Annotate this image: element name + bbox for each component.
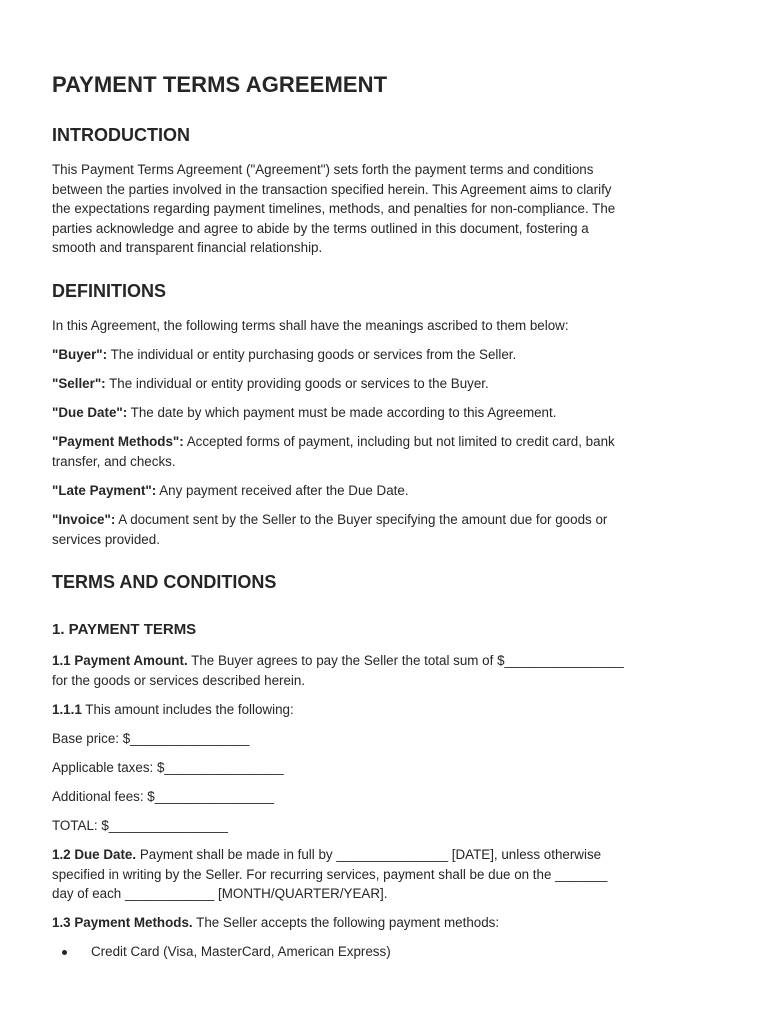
definitions-heading: DEFINITIONS (52, 281, 167, 301)
intro-line: between the parties involved in the transaction specified herein. This Agreement aims to clarify (52, 181, 612, 197)
clause-label: 1.3 Payment Methods. (52, 915, 193, 930)
payment-terms-heading: 1. PAYMENT TERMS (52, 621, 197, 638)
clause-label: 1.1 Payment Amount. (52, 653, 188, 668)
terms-heading: TERMS AND CONDITIONS (52, 572, 277, 592)
base-price-field: Base price: $________________ (52, 731, 250, 746)
definition-term: "Seller": (52, 376, 106, 391)
intro-line: smooth and transparent financial relationship. (52, 240, 323, 256)
clause-1-1 (52, 651, 718, 690)
definition-text: Any payment received after the Due Date. (156, 483, 409, 498)
definition-late-payment (52, 481, 718, 501)
definition-text: The date by which payment must be made according to this Agreement. (127, 405, 557, 420)
definition-term: "Payment Methods": (52, 434, 184, 449)
introduction-heading: INTRODUCTION (52, 125, 190, 145)
definition-due-date (52, 403, 718, 423)
clause-text: This amount includes the following: (81, 702, 294, 717)
fees-field: Additional fees: $________________ (52, 789, 274, 804)
definition-term: "Due Date": (52, 405, 128, 420)
definition-text: A document sent by the Seller to the Buyer specifying the amount due for goods or (115, 512, 608, 527)
intro-line: the expectations regarding payment timelines, methods, and penalties for non-compliance. The (52, 201, 616, 217)
intro-line: parties acknowledge and agree to abide by the terms outlined in this document, fostering a (52, 220, 589, 236)
document-title: PAYMENT TERMS AGREEMENT (52, 72, 388, 97)
clause-label: 1.1.1 (52, 702, 82, 717)
definition-text: Accepted forms of payment, including but not limited to credit card, bank (183, 434, 615, 449)
clause-1-1-1 (52, 700, 718, 720)
clause-1-3 (52, 913, 718, 933)
definition-term: "Invoice": (52, 512, 116, 527)
clause-1-2 (52, 845, 718, 904)
definition-term: "Late Payment": (52, 483, 157, 498)
bullet-icon (62, 950, 67, 955)
taxes-field: Applicable taxes: $________________ (52, 760, 284, 775)
payment-method-text: Credit Card (Visa, MasterCard, American Express) (91, 944, 391, 959)
clause-text: The Seller accepts the following payment methods: (192, 915, 500, 930)
definition-text: The individual or entity providing goods or services to the Buyer. (105, 376, 489, 391)
introduction-paragraph (52, 160, 718, 258)
definition-seller (52, 374, 718, 394)
definition-text: services provided. (52, 531, 160, 547)
definitions-intro: In this Agreement, the following terms shall have the meanings ascribed to them below: (52, 318, 569, 333)
definition-text: transfer, and checks. (52, 453, 176, 469)
clause-text: for the goods or services described herein. (52, 672, 306, 688)
total-field: TOTAL: $________________ (52, 818, 228, 833)
clause-text: day of each ____________ [MONTH/QUARTER/YEAR]. (52, 886, 388, 902)
definition-payment-methods (52, 432, 718, 471)
clause-text: Payment shall be made in full by _______________ [DATE], unless otherwise (136, 847, 602, 862)
intro-line: This Payment Terms Agreement ("Agreement") sets forth the payment terms and conditions (52, 162, 594, 177)
definition-invoice (52, 510, 718, 549)
definition-text: The individual or entity purchasing goods or services from the Seller. (107, 347, 517, 362)
definition-term: "Buyer": (52, 347, 108, 362)
clause-label: 1.2 Due Date. (52, 847, 137, 862)
clause-text: The Buyer agrees to pay the Seller the total sum of $________________ (187, 653, 624, 668)
list-item (52, 942, 718, 962)
clause-text: specified in writing by the Seller. For recurring services, payment shall be due on the _______ (52, 866, 608, 882)
definition-buyer (52, 345, 718, 365)
